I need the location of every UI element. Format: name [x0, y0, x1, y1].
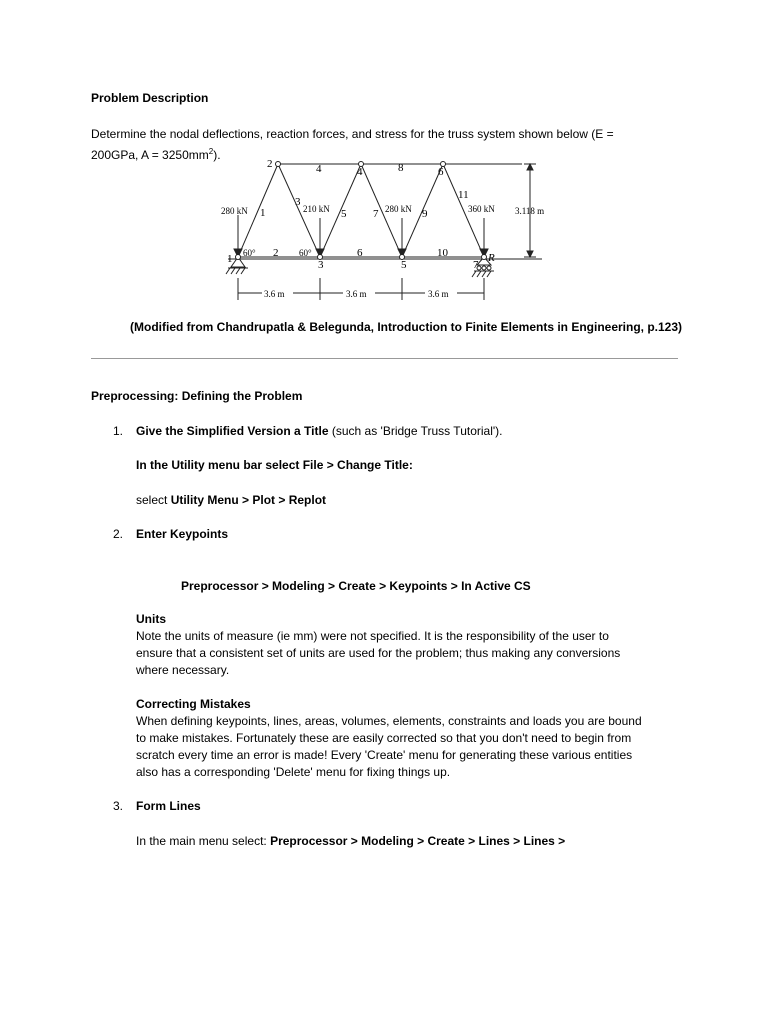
- mistakes-text-line: also has a corresponding 'Delete' menu for fixing things up.: [136, 765, 451, 779]
- step3-title: Form Lines: [136, 799, 201, 813]
- problem-text-sup: 2: [208, 147, 214, 156]
- node-label: 6: [438, 166, 444, 178]
- step1-title-bold: Give the Simplified Version a Title: [136, 424, 329, 438]
- step-number: 1.: [113, 424, 124, 438]
- section-divider: [91, 358, 678, 359]
- node-label: 7: [473, 259, 479, 271]
- node-label: 5: [401, 259, 407, 271]
- element-label: 1: [260, 207, 266, 219]
- step1-line2: [136, 492, 326, 509]
- problem-text-a: 200GPa, A = 3250mm: [91, 148, 209, 162]
- load-label: 210 kN: [303, 204, 330, 214]
- angle-label: 60°: [299, 248, 312, 258]
- element-label: 6: [357, 247, 363, 259]
- element-label: 5: [341, 208, 347, 220]
- height-label: 3.118 m: [515, 206, 545, 216]
- step3-line-prefix: In the main menu select:: [136, 834, 271, 848]
- node-label: 4: [357, 166, 363, 178]
- element-label: 2: [273, 247, 279, 259]
- step2-title: Enter Keypoints: [136, 527, 229, 541]
- step-number: 2.: [113, 527, 124, 541]
- element-label: 10: [437, 247, 448, 259]
- mistakes-text-line: to make mistakes. Fortunately these are easily corrected so that you don't need to begin from: [136, 731, 632, 745]
- problem-text-b: ).: [213, 148, 221, 162]
- element-label: 4: [316, 163, 322, 175]
- support-label: R: [488, 252, 495, 264]
- load-label: 280 kN: [221, 206, 248, 216]
- joint-1: [236, 255, 241, 260]
- step3-line-bold: Preprocessor > Modeling > Create > Lines > Lines >: [270, 834, 566, 848]
- load-label: 360 kN: [468, 204, 495, 214]
- element-label: 9: [422, 208, 428, 220]
- step-number: 3.: [113, 799, 124, 813]
- problem-heading: Problem Description: [91, 91, 209, 105]
- node-label: 2: [267, 158, 273, 170]
- problem-text-line1: Determine the nodal deflections, reaction forces, and stress for the truss system shown below (E =: [91, 127, 614, 141]
- node-label: 3: [318, 259, 324, 271]
- step1-title: [136, 423, 503, 440]
- step2-path: Preprocessor > Modeling > Create > Keypoints > In Active CS: [181, 579, 531, 593]
- figure-citation: (Modified from Chandrupatla & Belegunda, Introduction to Finite Elements in Engineering, p.123): [130, 320, 683, 334]
- load-label: 280 kN: [385, 204, 412, 214]
- mistakes-heading: Correcting Mistakes: [136, 697, 251, 711]
- preprocessing-heading: Preprocessing: Defining the Problem: [91, 389, 303, 403]
- element-label: 3: [295, 196, 301, 208]
- units-text-line: Note the units of measure (ie mm) were not specified. It is the responsibility of the user to: [136, 629, 609, 643]
- span-label: 3.6 m: [428, 289, 449, 299]
- span-label: 3.6 m: [346, 289, 367, 299]
- node-label: 1: [227, 253, 233, 265]
- element-label: 11: [458, 189, 469, 201]
- angle-label: 60°: [243, 248, 256, 258]
- joint-7: [482, 255, 487, 260]
- step1-line1: In the Utility menu bar select File > Change Title:: [136, 458, 413, 472]
- units-text-line: ensure that a consistent set of units are used for the problem; thus making any conversions: [136, 646, 621, 660]
- span-label: 3.6 m: [264, 289, 285, 299]
- joint-2: [276, 162, 281, 167]
- mistakes-text-line: scratch every time an error is made! Every 'Create' menu for generating these various entities: [136, 748, 633, 762]
- step1-line2-prefix: select: [136, 493, 171, 507]
- units-heading: Units: [136, 612, 166, 626]
- mistakes-text-line: When defining keypoints, lines, areas, volumes, elements, constraints and loads you are bound: [136, 714, 642, 728]
- truss-figure: [0, 0, 768, 320]
- units-text-line: where necessary.: [136, 663, 230, 677]
- step3-line: [136, 833, 565, 850]
- step1-line2-bold: Utility Menu > Plot > Replot: [170, 493, 327, 507]
- element-label: 7: [373, 208, 379, 220]
- element-label: 8: [398, 162, 404, 174]
- step1-title-rest: (such as 'Bridge Truss Tutorial').: [328, 424, 503, 438]
